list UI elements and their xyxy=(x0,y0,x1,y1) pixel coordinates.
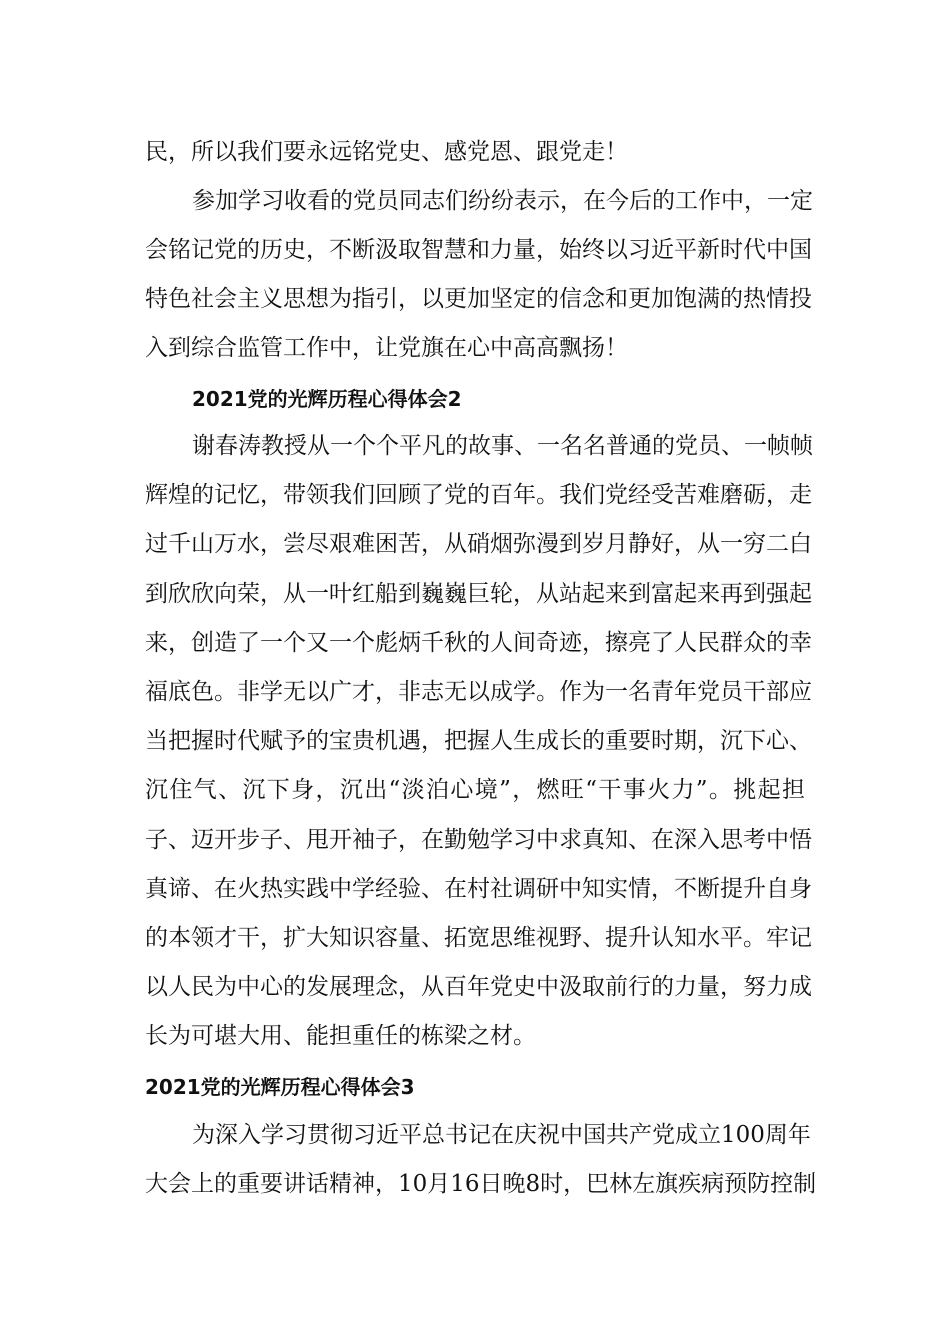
paragraph-line: 入到综合监管工作中，让党旗在心中高高飘扬！ xyxy=(145,335,628,361)
paragraph-line: 过千山万水，尝尽艰难困苦，从硝烟弥漫到岁月静好，从一穷二白 xyxy=(145,531,812,557)
paragraph-line: 到欣欣向荣，从一叶红船到巍巍巨轮，从站起来到富起来再到强起 xyxy=(145,581,812,607)
paragraph-line: 为深入学习贯彻习近平总书记在庆祝中国共产党成立100周年 xyxy=(192,1122,811,1148)
section-heading: 2021党的光辉历程心得体会3 xyxy=(145,1075,415,1099)
paragraph-line: 参加学习收看的党员同志们纷纷表示，在今后的工作中，一定 xyxy=(192,188,813,214)
paragraph-line: 真谛、在火热实践中学经验、在村社调研中知实情，不断提升自身 xyxy=(145,876,812,902)
paragraph-line: 特色社会主义思想为指引，以更加坚定的信念和更加饱满的热情投 xyxy=(145,286,812,312)
section-heading: 2021党的光辉历程心得体会2 xyxy=(192,387,462,411)
paragraph-line: 沉住气、沉下身，沉出“淡泊心境”，燃旺“干事火力”。挑起担 xyxy=(145,777,805,803)
paragraph-line: 会铭记党的历史，不断汲取智慧和力量，始终以习近平新时代中国 xyxy=(145,237,812,263)
paragraph-line: 来，创造了一个又一个彪炳千秋的人间奇迹，擦亮了人民群众的幸 xyxy=(145,630,812,656)
paragraph-line: 长为可堪大用、能担重任的栋梁之材。 xyxy=(145,1023,536,1049)
paragraph-line: 辉煌的记忆，带领我们回顾了党的百年。我们党经受苦难磨砺，走 xyxy=(145,482,812,508)
paragraph-line: 的本领才干，扩大知识容量、拓宽思维视野、提升认知水平。牢记 xyxy=(145,925,812,951)
paragraph-line: 以人民为中心的发展理念，从百年党史中汲取前行的力量，努力成 xyxy=(145,974,812,1000)
paragraph-line: 民，所以我们要永远铭党史、感党恩、跟党走！ xyxy=(145,139,628,165)
paragraph-line: 大会上的重要讲话精神，10月16日晚8时，巴林左旗疾病预防控制 xyxy=(145,1171,817,1197)
paragraph-line: 谢春涛教授从一个个平凡的故事、一名名普通的党员、一帧帧 xyxy=(192,433,813,459)
paragraph-line: 子、迈开步子、甩开袖子，在勤勉学习中求真知、在深入思考中悟 xyxy=(145,827,812,853)
paragraph-line: 福底色。非学无以广才，非志无以成学。作为一名青年党员干部应 xyxy=(145,679,812,705)
paragraph-line: 当把握时代赋予的宝贵机遇，把握人生成长的重要时期，沉下心、 xyxy=(145,728,812,754)
